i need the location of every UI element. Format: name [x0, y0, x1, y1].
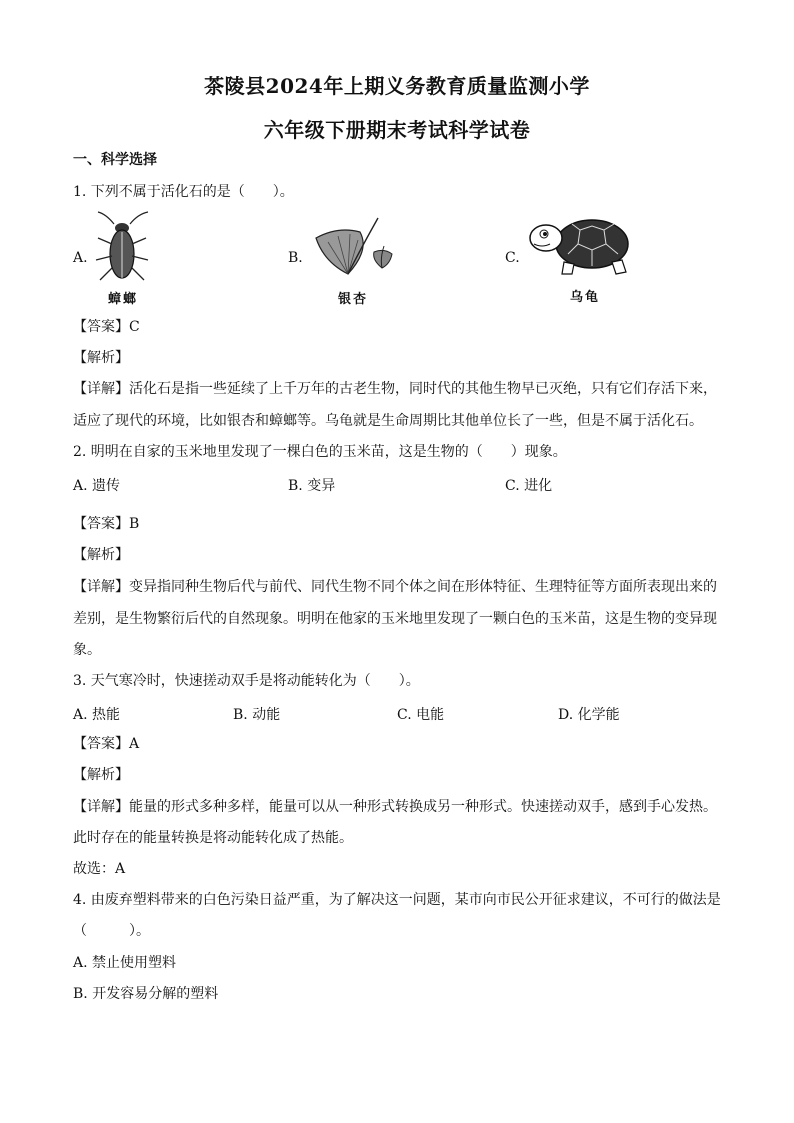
q2-answer: 【答案】B: [73, 516, 140, 532]
cockroach-icon: [92, 210, 154, 286]
question-3-stem: 3. 天气寒冷时，快速搓动双手是将动能转化为（ ）。: [73, 673, 420, 689]
question-4-stem-line2: （ ）。: [73, 923, 150, 939]
q2-detail-line3: 象。: [73, 642, 101, 658]
section-heading: 一、科学选择: [73, 152, 157, 168]
q2-detail-line1: 【详解】变异指同种生物后代与前代、同代生物不同个体之间在形体特征、生理特征等方面所表现出来的: [73, 579, 717, 595]
q2-detail-line2: 差别，是生物繁衍后代的自然现象。明明在他家的玉米地里发现了一颗白色的玉米苗，这是生物的变异现: [73, 611, 717, 627]
q1-option-a-caption: 蟑螂: [108, 292, 139, 307]
q3-detail-line1: 【详解】能量的形式多种多样，能量可以从一种形式转换成另一种形式。快速搓动双手，感到手心发热。: [73, 799, 717, 815]
q1-detail-line2: 适应了现代的环境，比如银杏和蟑螂等。乌龟就是生命周期比其他单位长了一些，但是不属于活化石。: [73, 413, 703, 429]
q1-option-b-letter: B.: [288, 250, 303, 266]
q3-analysis-heading: 【解析】: [73, 767, 129, 783]
q3-detail-line2: 此时存在的能量转换是将动能转化成了热能。: [73, 830, 353, 846]
q1-analysis-heading: 【解析】: [73, 350, 129, 366]
q3-option-d: D. 化学能: [558, 707, 620, 723]
q1-detail-line1: 【详解】活化石是指一些延续了上千万年的古老生物，同时代的其他生物早已灭绝，只有它们存活下来，: [73, 381, 717, 397]
q3-option-a: A. 热能: [73, 707, 121, 723]
q2-option-c: C. 进化: [505, 478, 553, 494]
q4-option-b: B. 开发容易分解的塑料: [73, 986, 219, 1002]
q1-option-b-caption: 银杏: [338, 292, 369, 307]
q1-answer: 【答案】C: [73, 319, 140, 335]
q1-option-a-letter: A.: [73, 250, 88, 266]
question-4-stem-line1: 4. 由废弃塑料带来的白色污染日益严重，为了解决这一问题，某市向市民公开征求建议，不可行的做法是: [73, 892, 721, 908]
q2-option-b: B. 变异: [288, 478, 336, 494]
q2-analysis-heading: 【解析】: [73, 547, 129, 563]
q3-option-c: C. 电能: [397, 707, 445, 723]
q3-option-b: B. 动能: [233, 707, 281, 723]
q4-option-a: A. 禁止使用塑料: [73, 955, 177, 971]
exam-title-line2: 六年级下册期末考试科学试卷: [263, 118, 531, 142]
q3-choice: 故选：A: [73, 861, 126, 877]
ginkgo-leaf-icon: [308, 212, 398, 286]
q3-answer: 【答案】A: [73, 736, 140, 752]
q1-option-c-caption: 乌龟: [570, 290, 601, 305]
q2-option-a: A. 遗传: [73, 478, 121, 494]
question-2-stem: 2. 明明在自家的玉米地里发现了一棵白色的玉米苗，这是生物的（ ）现象。: [73, 444, 567, 460]
turtle-icon: [524, 214, 638, 278]
question-1-stem: 1. 下列不属于活化石的是（ ）。: [73, 184, 294, 200]
q1-option-c-letter: C.: [505, 250, 520, 266]
exam-title-line1: 茶陵县2024年上期义务教育质量监测小学: [204, 74, 590, 98]
